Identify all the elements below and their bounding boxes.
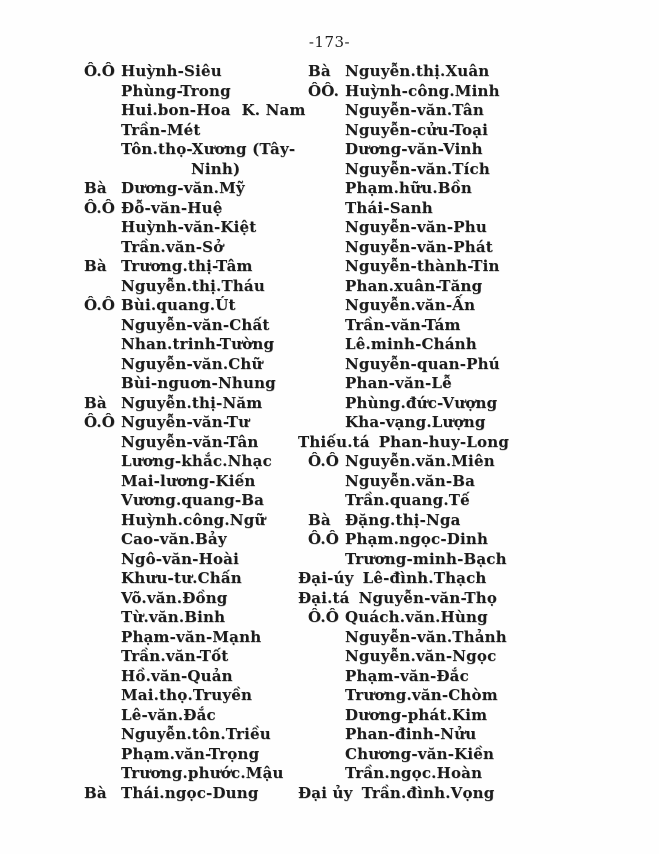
person-name: Nguyễn-văn.Tích xyxy=(345,159,490,178)
name-entry xyxy=(308,491,659,511)
honorific-label: Ô.Ô xyxy=(308,530,340,548)
name-entry xyxy=(308,647,659,667)
person-name: Phạm.văn-Trọng xyxy=(121,744,260,763)
name-entry xyxy=(84,179,308,199)
honorific-label: Ô.Ô xyxy=(84,296,116,314)
name-entry xyxy=(308,452,659,472)
person-name: Tôn.thọ-Xương (Tây- xyxy=(121,140,296,158)
name-entry xyxy=(84,764,308,784)
person-name: Trương.văn-Chòm xyxy=(345,686,498,704)
honorific-label: Ô.Ô xyxy=(84,198,116,217)
person-name: Trương.phước.Mậu xyxy=(121,764,284,782)
name-entry xyxy=(84,199,308,219)
name-entry xyxy=(298,784,659,804)
person-name: Phạm.ngọc-Dinh xyxy=(345,530,489,548)
rank-label: Đại-úy xyxy=(298,569,354,587)
honorific-label: Bà xyxy=(308,62,331,80)
name-entry xyxy=(84,667,308,687)
name-entry xyxy=(308,725,659,745)
rank-label: Đại ủy xyxy=(298,783,353,802)
name-entry xyxy=(84,277,308,297)
person-name: Nguyễn.thị.Xuân xyxy=(345,62,490,80)
person-name: Võ.văn.Đồng xyxy=(121,588,228,607)
person-name: Huỳnh-Siêu xyxy=(121,62,222,80)
name-entry xyxy=(308,257,659,277)
name-entry xyxy=(308,550,659,570)
name-entry xyxy=(84,569,308,589)
person-name: Thái.ngọc-Dung xyxy=(121,783,259,802)
name-entry xyxy=(84,433,308,453)
person-name: Lê-văn.Đắc xyxy=(121,705,216,724)
person-name: Kha-vạng.Lượng xyxy=(345,413,486,431)
name-entry xyxy=(308,140,659,160)
person-name: Phạm-văn-Mạnh xyxy=(121,627,262,646)
person-name: Trần.ngọc.Hoàn xyxy=(345,764,483,782)
person-name: Phan.xuân-Tăng xyxy=(345,276,483,295)
name-entry xyxy=(298,433,659,453)
person-name: Trần.văn-Tốt xyxy=(121,647,229,665)
honorific-label: Bà xyxy=(84,257,107,275)
person-name: Hồ.văn-Quản xyxy=(121,666,233,685)
name-entry xyxy=(308,355,659,375)
person-name: Mai-lương-Kiến xyxy=(121,471,256,490)
person-name: Lê-đình.Thạch xyxy=(362,569,487,587)
name-entry xyxy=(84,62,308,82)
honorific-label: Ô.Ô xyxy=(84,413,116,431)
name-entry xyxy=(84,335,308,355)
person-name: Ngô-văn-Hoài xyxy=(121,549,239,568)
person-name: Chương-văn-Kiền xyxy=(345,744,495,763)
person-name: Nguyễn-văn-Phát xyxy=(345,237,493,256)
name-entry xyxy=(84,218,308,238)
person-name: Nhan.trinh-Tường xyxy=(121,335,275,353)
honorific-label: Ô.Ô xyxy=(308,452,340,470)
rank-label: Thiếu.tá xyxy=(298,432,370,451)
person-name: Hui.bon-Hoa K. Nam xyxy=(121,101,306,119)
person-name: Lê.minh-Chánh xyxy=(345,335,477,353)
name-entry xyxy=(308,706,659,726)
honorific-label: Bà xyxy=(84,393,107,412)
person-name: Lương-khắc.Nhạc xyxy=(121,452,272,470)
name-entry xyxy=(84,140,308,160)
person-name: Nguyễn.thị.Tháu xyxy=(121,276,265,295)
person-name: Cao-văn.Bảy xyxy=(121,530,227,548)
honorific-label: Ô.Ô xyxy=(308,608,340,626)
person-name: Vương.quang-Ba xyxy=(121,491,265,509)
name-entry xyxy=(84,238,308,258)
person-name: Mai.thọ.Truyền xyxy=(121,686,253,704)
name-entry xyxy=(84,706,308,726)
person-name: Từ.văn.Binh xyxy=(121,608,226,626)
person-name: Dương-văn.Mỹ xyxy=(121,179,245,197)
name-entry xyxy=(298,589,659,609)
person-name: Phạm.hữu.Bồn xyxy=(345,179,472,197)
person-name: Nguyễn.tôn.Triều xyxy=(121,725,271,743)
name-entry xyxy=(84,452,308,472)
honorific-label: Bà xyxy=(84,179,107,197)
name-entry xyxy=(308,121,659,141)
name-entry xyxy=(84,491,308,511)
person-name: Đỗ-văn-Huệ xyxy=(121,198,223,217)
person-name: Huỳnh-công.Minh xyxy=(345,81,500,100)
name-entry xyxy=(84,296,308,316)
person-name: Huỳnh-văn-Kiệt xyxy=(121,218,257,236)
honorific-label: Ô.Ô xyxy=(84,62,116,80)
person-name: Nguyễn-văn.Chữ xyxy=(121,354,263,373)
name-entry xyxy=(84,394,308,414)
person-name: Phạm-văn-Đắc xyxy=(345,666,469,685)
person-name: Thái-Sanh xyxy=(345,198,433,217)
name-entry xyxy=(308,413,659,433)
name-entry xyxy=(308,667,659,687)
person-name: Nguyễn-quan-Phú xyxy=(345,354,500,373)
name-entry xyxy=(308,316,659,336)
name-entry xyxy=(308,628,659,648)
honorific-label: Bà xyxy=(84,783,107,802)
name-entry xyxy=(84,784,308,804)
name-entry xyxy=(308,82,659,102)
person-name: Bùi.quang.Út xyxy=(121,296,236,314)
name-entry xyxy=(308,472,659,492)
name-entry xyxy=(84,413,308,433)
name-entry xyxy=(84,608,308,628)
person-name: Trần-Mét xyxy=(121,120,201,139)
name-entry xyxy=(308,238,659,258)
name-entry xyxy=(308,199,659,219)
person-name: Trần.quang.Tế xyxy=(345,491,470,509)
name-entry xyxy=(84,160,308,180)
name-entry xyxy=(84,472,308,492)
person-name: Nguyễn-văn-Phu xyxy=(345,218,487,236)
person-name: Nguyễn-văn.Thảnh xyxy=(345,627,507,646)
name-entry xyxy=(84,530,308,550)
person-name: Trần.đình.Vọng xyxy=(361,783,495,802)
name-entry xyxy=(308,511,659,531)
name-entry xyxy=(308,160,659,180)
name-entry xyxy=(308,335,659,355)
person-name: Nguyễn.thị-Năm xyxy=(121,393,263,412)
person-name: Nguyễn.văn-Ngọc xyxy=(345,647,497,665)
page-number: -173- xyxy=(308,33,351,51)
name-entry xyxy=(308,374,659,394)
name-entry xyxy=(308,394,659,414)
name-entry xyxy=(308,686,659,706)
person-name: Trương-minh-Bạch xyxy=(345,549,507,568)
name-entry xyxy=(308,608,659,628)
person-name: Bùi-nguơn-Nhung xyxy=(121,374,276,392)
name-entry xyxy=(308,745,659,765)
person-name: Phùng-Trong xyxy=(121,81,231,100)
person-name: Trần-văn-Tám xyxy=(345,315,461,334)
person-name: Nguyễn-văn-Thọ xyxy=(358,588,498,607)
name-entry xyxy=(308,218,659,238)
name-entry xyxy=(298,569,659,589)
name-columns xyxy=(84,62,659,803)
name-entry xyxy=(84,686,308,706)
person-name: Quách.văn.Hùng xyxy=(345,608,488,626)
name-entry xyxy=(308,62,659,82)
person-name: Nguyễn-thành-Tin xyxy=(345,257,500,275)
person-name: Nguyễn.văn-Ấn xyxy=(345,296,476,314)
name-entry xyxy=(84,355,308,375)
name-entry xyxy=(84,745,308,765)
rank-label: Đại.tá xyxy=(298,588,350,607)
name-entry xyxy=(308,296,659,316)
name-entry xyxy=(84,550,308,570)
person-name: Trương.thị-Tâm xyxy=(121,257,253,275)
name-entry xyxy=(84,316,308,336)
name-entry xyxy=(84,121,308,141)
person-name: Đặng.thị-Nga xyxy=(345,510,461,529)
person-name: Phùng.đức-Vượng xyxy=(345,393,498,412)
name-entry xyxy=(308,277,659,297)
name-entry xyxy=(308,764,659,784)
honorific-label: Bà xyxy=(308,510,331,529)
person-name: Nguyễn-văn-Tân xyxy=(121,432,259,451)
honorific-label: ÔÔ. xyxy=(308,81,340,100)
person-name: Phan-huy-Long xyxy=(378,432,510,451)
name-entry xyxy=(84,628,308,648)
name-entry xyxy=(84,101,308,121)
person-name: Phan-đinh-Nửu xyxy=(345,725,477,743)
name-entry xyxy=(84,511,308,531)
person-name: Huỳnh.công.Ngữ xyxy=(121,510,266,529)
person-name: Phan-văn-Lễ xyxy=(345,374,452,392)
name-entry xyxy=(84,82,308,102)
name-entry xyxy=(84,257,308,277)
name-entry xyxy=(308,101,659,121)
person-name: Nguyễn-văn-Chất xyxy=(121,315,270,334)
name-entry xyxy=(84,725,308,745)
person-name: Nguyễn-cửu-Toại xyxy=(345,120,489,139)
person-name: Nguyễn.văn.Miên xyxy=(345,452,495,470)
person-name: Dương-văn-Vinh xyxy=(345,140,483,158)
person-name: Trần.văn-Sở xyxy=(121,237,224,256)
person-name: Khưu-tư.Chấn xyxy=(121,569,242,587)
name-entry xyxy=(84,374,308,394)
person-name: Nguyễn.văn-Ba xyxy=(345,471,476,490)
person-name: Ninh) xyxy=(191,159,241,178)
name-entry xyxy=(308,530,659,550)
name-entry xyxy=(84,647,308,667)
name-entry xyxy=(308,179,659,199)
person-name: Dương-phát.Kim xyxy=(345,705,488,724)
column-left xyxy=(84,62,308,803)
person-name: Nguyễn-văn-Tư xyxy=(121,413,250,431)
person-name: Nguyễn-văn.Tân xyxy=(345,101,484,119)
column-right xyxy=(298,62,659,803)
name-entry xyxy=(84,589,308,609)
